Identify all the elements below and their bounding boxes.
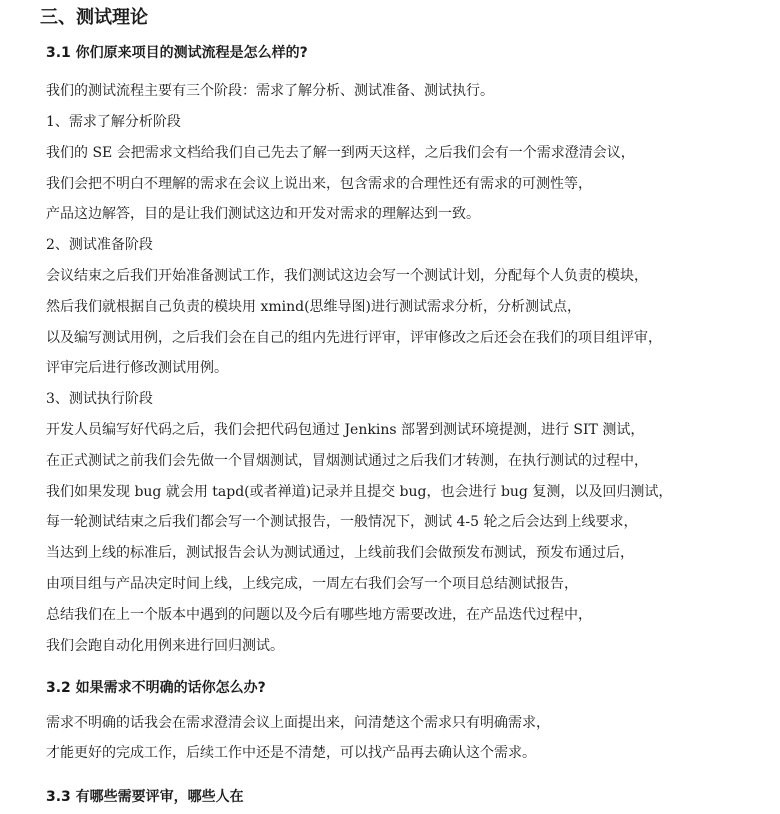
stage2-line-1: 会议结束之后我们开始准备测试工作，我们测试这边会写一个测试计划，分配每个人负责的模块， [46, 268, 648, 284]
stage1-line-1: 我们的 SE 会把需求文档给我们自己先去了解一到两天这样，之后我们会有一个需求澄清会议， [46, 145, 635, 161]
stage2-line-4: 评审完后进行修改测试用例。 [46, 360, 228, 376]
q2-heading: 3.2 如果需求不明确的话你怎么办? [46, 680, 266, 696]
stage1-line-3: 产品这边解答，目的是让我们测试这边和开发对需求的理解达到一致。 [46, 206, 480, 222]
stage3-line-7: 总结我们在上一个版本中遇到的问题以及今后有哪些地方需要改进，在产品迭代过程中， [46, 607, 592, 623]
stage2-line-2: 然后我们就根据自己负责的模块用 xmind(思维导图)进行测试需求分析，分析测试点， [46, 299, 581, 315]
stage3-line-1: 开发人员编写好代码之后，我们会把代码包通过 Jenkins 部署到测试环境提测，进行 SIT 测试， [46, 422, 645, 438]
stage3-line-3: 我们如果发现 bug 就会用 tapd(或者禅道)记录并且提交 bug，也会进行 bug 复测，以及回归测试， [46, 484, 673, 500]
stage2-title: 2、测试准备阶段 [46, 237, 153, 253]
q1-heading: 3.1 你们原来项目的测试流程是怎么样的? [46, 45, 308, 61]
q2-line-1: 需求不明确的话我会在需求澄清会议上面提出来，问清楚这个需求只有明确需求， [46, 715, 550, 731]
stage3-line-6: 由项目组与产品决定时间上线，上线完成，一周左右我们会写一个项目总结测试报告， [46, 576, 578, 592]
stage3-line-4: 每一轮测试结束之后我们都会写一个测试报告，一般情况下，测试 4-5 轮之后会达到上线要求， [46, 514, 638, 530]
stage3-line-2: 在正式测试之前我们会先做一个冒烟测试，冒烟测试通过之后我们才转测，在执行测试的过程中， [46, 453, 648, 469]
q1-intro: 我们的测试流程主要有三个阶段：需求了解分析、测试准备、测试执行。 [46, 83, 494, 99]
stage1-line-2: 我们会把不明白不理解的需求在会议上说出来，包含需求的合理性还有需求的可测性等， [46, 176, 592, 192]
stage3-title: 3、测试执行阶段 [46, 391, 153, 407]
q3-heading: 3.3 有哪些需要评审，哪些人在 [46, 789, 244, 805]
stage2-line-3: 以及编写测试用例，之后我们会在自己的组内先进行评审，评审修改之后还会在我们的项目组评审， [46, 330, 662, 346]
stage1-title: 1、需求了解分析阶段 [46, 114, 181, 130]
stage3-line-5: 当达到上线的标准后，测试报告会认为测试通过，上线前我们会做预发布测试，预发布通过后， [46, 545, 634, 561]
q2-line-2: 才能更好的完成工作，后续工作中还是不清楚，可以找产品再去确认这个需求。 [46, 745, 536, 761]
stage3-line-8: 我们会跑自动化用例来进行回归测试。 [46, 638, 284, 654]
section-title: 三、测试理论 [40, 7, 148, 28]
